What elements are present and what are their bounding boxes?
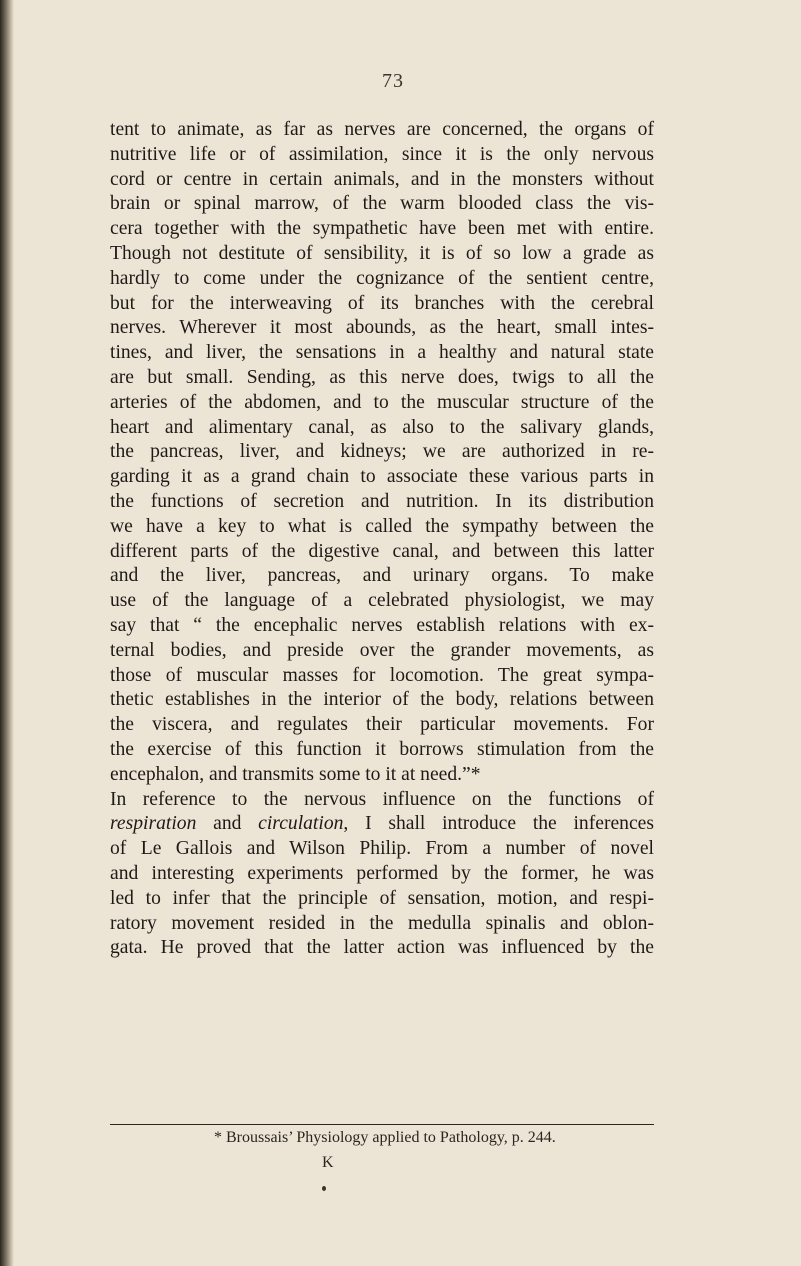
text-line: led to infer that the principle of sensation, motion, and respi- — [110, 887, 654, 909]
text-run: and — [196, 813, 259, 835]
text-line: cera together with the sympathetic have been met with entire. — [110, 218, 654, 240]
text-line: are but small. Sending, as this nerve does, twigs to all the — [110, 366, 654, 388]
text-line: say that “ the encephalic nerves establish relations with ex- — [110, 614, 654, 636]
page-edge-shadow — [0, 0, 14, 1266]
text-line: tent to animate, as far as nerves are concerned, the organs of — [110, 119, 654, 140]
text-line: the pancreas, liver, and kidneys; we are authorized in re- — [110, 441, 654, 463]
emphasis-respiration: respiration — [110, 813, 197, 835]
footnote-divider — [110, 1124, 654, 1125]
text-line: heart and alimentary canal, as also to the salivary glands, — [110, 416, 654, 438]
text-line: cord or centre in certain animals, and in the monsters without — [110, 168, 654, 190]
emphasis-circulation: circulation — [258, 813, 344, 835]
text-line: those of muscular masses for locomotion. The great sympa- — [110, 664, 654, 686]
text-line: thetic establishes in the interior of the body, relations between — [110, 689, 654, 711]
text-line: encephalon, and transmits some to it at need.”* — [110, 763, 481, 785]
body-text — [110, 118, 654, 961]
text-line: the viscera, and regulates their particular movements. For — [110, 714, 654, 736]
text-line: brain or spinal marrow, of the warm blooded class the vis- — [110, 193, 654, 215]
text-line: ratory movement resided in the medulla spinalis and oblon- — [110, 912, 654, 934]
paragraph-start-line — [110, 788, 654, 813]
footnote: * Broussais’ Physiology applied to Pathology, p. 244. — [214, 1129, 556, 1146]
text-line: and the liver, pancreas, and urinary organs. To make — [110, 565, 654, 587]
signature-mark: K — [322, 1154, 334, 1171]
text-run: , I shall introduce the inferences — [343, 813, 654, 835]
text-line: the functions of secretion and nutrition. In its distribution — [110, 490, 654, 512]
text-line: tines, and liver, the sensations in a healthy and natural state — [110, 342, 654, 364]
text-line: garding it as a grand chain to associate these various parts in — [110, 466, 654, 488]
page-number: 73 — [382, 70, 404, 92]
text-line: nutritive life or of assimilation, since it is the only nervous — [110, 143, 654, 165]
text-line: use of the language of a celebrated physiologist, we may — [110, 590, 654, 612]
text-line: different parts of the digestive canal, and between this latter — [110, 540, 654, 562]
text-line: gata. He proved that the latter action was influenced by the — [110, 937, 654, 959]
text-line: and interesting experiments performed by the former, he was — [110, 862, 654, 884]
text-line: we have a key to what is called the sympathy between the — [110, 515, 654, 537]
ink-speck — [322, 1186, 326, 1191]
text-line-with-emphasis — [110, 812, 654, 837]
text-line: nerves. Wherever it most abounds, as the heart, small intes- — [110, 317, 654, 339]
text-line: of Le Gallois and Wilson Philip. From a number of novel — [110, 838, 654, 860]
text-line: ternal bodies, and preside over the grander movements, as — [110, 639, 654, 661]
text-line: but for the interweaving of its branches with the cerebral — [110, 292, 654, 314]
text-line: hardly to come under the cognizance of the sentient centre, — [110, 267, 654, 289]
text-run: In reference to the nervous influence on the functions of — [110, 788, 654, 810]
text-line: arteries of the abdomen, and to the muscular structure of the — [110, 391, 654, 413]
text-line: Though not destitute of sensibility, it is of so low a grade as — [110, 242, 654, 264]
text-line: the exercise of this function it borrows stimulation from the — [110, 738, 654, 760]
